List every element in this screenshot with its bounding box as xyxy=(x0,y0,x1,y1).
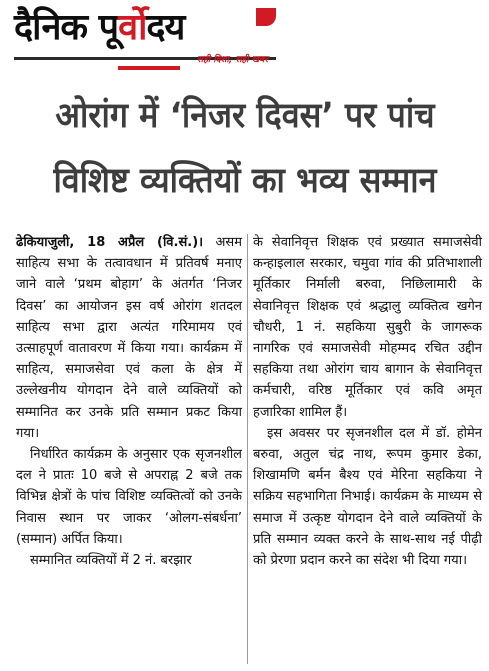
headline-line-1: ओरांग में ‘निजर दिवस’ पर पांच xyxy=(55,96,435,136)
headline-line-2: विशिष्ट व्यक्तियों का भव्य सम्मान xyxy=(53,161,437,201)
article-dateline: ढेकियाजुली, 18 अप्रैल (वि.सं.)। xyxy=(16,235,204,250)
article-paragraph: निर्धारित कार्यक्रम के अनुसार एक सृजनशील दल ने प्रातः 10 बजे से अपराह्न 2 बजे तक विभिन्न क्षेत्रों के पांच विशिष्ट व्यक्तित्वों को उनके निवास स्थान पर जाकर ‘ओलग-संबर्धना’ (सम्मान) अर्पित किया। xyxy=(16,447,242,547)
logo-text-3: दय xyxy=(146,7,185,48)
article-column-right xyxy=(253,232,482,571)
newspaper-logo xyxy=(14,6,184,50)
article-paragraph: सम्मानित व्यक्तियों में 2 नं. बरझार xyxy=(30,553,192,569)
article-paragraph-text: असम साहित्य सभा के तत्वावधान में प्रतिवर्ष मनाए जाने वाले ‘प्रथम बोहाग’ के अंतर्गत ‘निजर दिवस’ का आयोजन इस वर्ष ओरांग शतदल साहित्य सभा द्वारा अत्यंत गरिमामय एवं उत्साहपूर्ण वातावरण में किया गया। कार्यक्रम में साहित्य, समाजसेवा एवं कला के क्षेत्र में उल्लेखनीय योगदान देने वाले व्यक्तियों को सम्मानित कर उनके प्रति सम्मान प्रकट किया गया। xyxy=(16,235,242,441)
logo-text-1: दैनिक पू xyxy=(14,7,119,48)
article-column-left xyxy=(16,232,242,571)
logo-text-2: र्वो xyxy=(118,7,147,48)
masthead xyxy=(0,0,489,80)
masthead-tagline: सही दिशा, सही खबर xyxy=(197,55,268,65)
logo-red-mark xyxy=(256,8,276,26)
article-paragraph: इस अवसर पर सृजनशील दल में डॉ. होमेन बरुवा, अतुल चंद्र नाथ, रूपम कुमार डेका, शिखामणि बर्मन बैश्य एवं मेरिना सहकिया ने सक्रिय सहभागिता निभाई। कार्यक्रम के माध्यम से समाज में उत्कृष्ट योगदान देने वाले व्यक्तियों के प्रति सम्मान व्यक्त करने के साथ-साथ नई पीढ़ी को प्रेरणा प्रदान करने का संदेश भी दिया गया। xyxy=(253,425,482,569)
article-paragraph: के सेवानिवृत्त शिक्षक एवं प्रख्यात समाजसेवी कन्हाइलाल सरकार, चमुवा गांव की प्रतिभाशाली मूर्तिकार निर्माली बरुवा, निछिलामारी के सेवानिवृत्त शिक्षक एवं श्रद्धालु व्यक्तित्व खगेन चौधरी, 1 नं. सहकिया सुबुरी के जागरूक नागरिक एवं समाजसेवी मोहम्मद रचित उद्दीन सहकिया तथा ओरांग चाय बागान के सेवानिवृत्त कर्मचारी, वरिष्ठ मूर्तिकार एवं कवि अमृत हजारिका शामिल हैं। xyxy=(253,235,482,420)
masthead-red-strip xyxy=(118,66,180,70)
column-divider xyxy=(247,234,248,664)
article-paragraph xyxy=(16,232,242,444)
